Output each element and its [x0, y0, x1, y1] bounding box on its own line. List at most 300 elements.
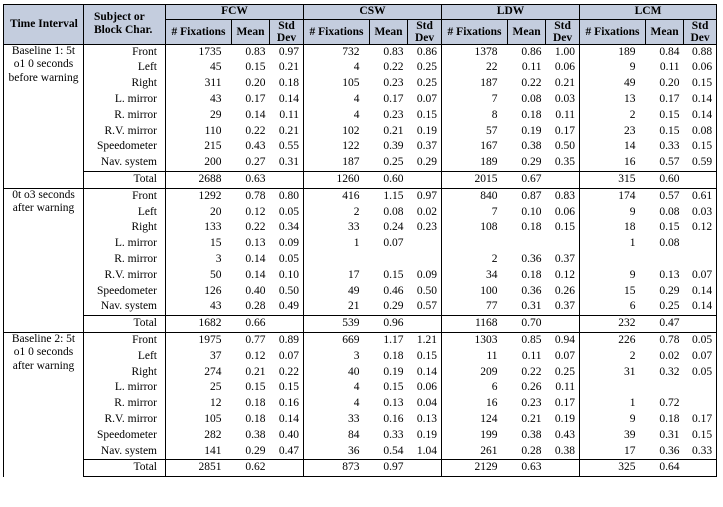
mean-cell: 0.18: [245, 397, 266, 410]
table-row: [4, 380, 717, 396]
fixation-count-cell: 226: [580, 332, 646, 348]
fixation-count-cell: 174: [580, 188, 646, 204]
mean-cell: 0.27: [245, 156, 266, 169]
row-label: Nav. system: [84, 299, 166, 315]
std-dev-cell: 0.07: [684, 349, 717, 365]
mean-cell: 0.36: [521, 253, 542, 265]
std-dev-cell: 0.25: [408, 60, 442, 76]
row-label: R.V. mirror: [84, 268, 166, 284]
row-label: Total: [84, 316, 166, 333]
header-group-fcw: FCW: [166, 5, 304, 20]
mean-cell: 1.15: [370, 188, 408, 204]
table-row: [4, 428, 717, 444]
mean-cell: 0.31: [659, 428, 680, 441]
mean-cell: [508, 236, 546, 252]
fixation-count-cell: 13: [624, 93, 636, 106]
std-dev-cell: 0.97: [408, 188, 442, 204]
mean-cell: 0.13: [659, 268, 680, 281]
mean-cell: 0.29: [659, 284, 680, 297]
fixation-count-cell: 199: [480, 428, 498, 441]
fixation-count-cell: 9: [629, 268, 636, 281]
row-label: Front: [84, 44, 166, 60]
row-label: Right: [84, 364, 166, 380]
fixation-table-container: [3, 4, 716, 477]
std-dev-cell: 0.07: [546, 349, 580, 365]
fixation-count-cell: [580, 252, 646, 268]
fixation-count-cell: 50: [210, 268, 222, 281]
fixation-count-cell: 2: [353, 205, 360, 218]
mean-cell: 0.86: [508, 44, 546, 60]
row-label: Speedometer: [84, 139, 166, 155]
std-dev-cell: 0.03: [546, 92, 580, 108]
fixation-count-cell: 36: [348, 444, 360, 457]
fixation-count-cell: 669: [304, 332, 370, 348]
mean-cell: 0.17: [383, 93, 404, 106]
mean-cell: 0.77: [232, 332, 270, 348]
std-dev-cell: 0.14: [684, 92, 717, 108]
mean-cell: 0.11: [521, 349, 542, 362]
std-dev-cell: 0.22: [270, 364, 304, 380]
mean-cell: 0.29: [521, 156, 542, 169]
std-dev-cell: 0.13: [408, 412, 442, 428]
mean-cell: 0.20: [659, 77, 680, 90]
row-label: Left: [84, 349, 166, 365]
std-dev-cell: 0.80: [270, 188, 304, 204]
mean-cell: 0.02: [659, 349, 680, 362]
fixation-count-cell: 11: [486, 349, 498, 362]
std-dev-cell: 0.17: [546, 123, 580, 139]
mean-cell: 0.38: [521, 428, 542, 441]
table-row: [4, 236, 717, 252]
fixation-count-cell: 141: [204, 444, 222, 457]
subheader-std-dev: Std Dev: [408, 19, 442, 44]
std-dev-cell: 0.57: [408, 299, 442, 315]
mean-cell: 0.22: [383, 61, 404, 74]
header-time-interval: Time Interval: [4, 5, 84, 45]
fixation-count-cell: 2688: [166, 171, 232, 188]
table-row: [4, 283, 717, 299]
mean-cell: 0.72: [659, 397, 680, 410]
mean-cell: 0.11: [521, 61, 542, 74]
fixation-count-cell: 31: [624, 365, 636, 378]
std-dev-cell: 0.31: [270, 155, 304, 171]
fixation-count-cell: 16: [624, 156, 636, 169]
mean-cell: 0.18: [521, 221, 542, 234]
std-dev-cell: 0.08: [684, 123, 717, 139]
std-dev-cell: 0.37: [408, 139, 442, 155]
time-interval-label: 0t o3 seconds after warning: [4, 188, 84, 332]
mean-cell: [646, 380, 684, 396]
mean-cell: 0.22: [245, 221, 266, 234]
mean-cell: 0.16: [383, 412, 404, 425]
std-dev-cell: 0.50: [408, 283, 442, 299]
fixation-count-cell: 126: [204, 284, 222, 297]
mean-cell: 0.38: [245, 428, 266, 441]
table-row: [4, 268, 717, 284]
fixation-count-cell: 39: [624, 428, 636, 441]
fixation-count-cell: 15: [210, 237, 222, 250]
fixation-count-cell: 2: [629, 349, 636, 362]
header-group-csw: CSW: [304, 5, 442, 20]
fixation-count-cell: 45: [210, 61, 222, 74]
mean-cell: 0.15: [659, 108, 680, 121]
table-row: [4, 396, 717, 412]
std-dev-cell: 0.40: [270, 428, 304, 444]
table-row: [4, 139, 717, 155]
fixation-count-cell: 16: [486, 397, 498, 410]
std-dev-cell: 0.59: [684, 155, 717, 171]
mean-cell: 0.70: [508, 316, 546, 333]
mean-cell: 0.13: [245, 237, 266, 250]
fixation-count-cell: 1168: [442, 316, 508, 333]
std-dev-cell: 0.88: [684, 44, 717, 60]
fixation-count-cell: 40: [348, 365, 360, 378]
mean-cell: 0.18: [383, 349, 404, 362]
fixation-count-cell: 110: [204, 124, 222, 137]
std-dev-cell: [546, 316, 580, 333]
table-total-row: [4, 460, 717, 477]
mean-cell: 0.39: [383, 140, 404, 153]
std-dev-cell: 0.06: [546, 60, 580, 76]
fixation-table: [3, 4, 717, 477]
row-label: Right: [84, 220, 166, 236]
std-dev-cell: 0.23: [408, 220, 442, 236]
std-dev-cell: [408, 460, 442, 477]
fixation-count-cell: 49: [624, 77, 636, 90]
fixation-count-cell: 14: [624, 140, 636, 153]
mean-cell: 0.54: [383, 444, 404, 457]
std-dev-cell: 0.61: [684, 188, 717, 204]
fixation-count-cell: 200: [204, 156, 222, 169]
fixation-count-cell: 282: [204, 428, 222, 441]
subheader-fixations: # Fixations: [166, 19, 232, 44]
fixation-count-cell: 77: [486, 300, 498, 313]
fixation-count-cell: 25: [210, 381, 222, 394]
std-dev-cell: 0.06: [684, 60, 717, 76]
mean-cell: 1.17: [370, 332, 408, 348]
std-dev-cell: 0.33: [684, 443, 717, 459]
std-dev-cell: 0.17: [684, 412, 717, 428]
row-label: Nav. system: [84, 155, 166, 171]
mean-cell: 0.46: [383, 284, 404, 297]
mean-cell: 0.15: [659, 124, 680, 137]
fixation-count-cell: 4: [353, 108, 360, 121]
std-dev-cell: 0.97: [270, 44, 304, 60]
mean-cell: 0.32: [659, 365, 680, 378]
mean-cell: 0.78: [646, 332, 684, 348]
fixation-count-cell: 15: [624, 284, 636, 297]
std-dev-cell: 0.12: [684, 220, 717, 236]
row-label: Speedometer: [84, 283, 166, 299]
subheader-mean: Mean: [646, 19, 684, 44]
mean-cell: 0.47: [646, 316, 684, 333]
table-row: [4, 364, 717, 380]
fixation-count-cell: 1: [629, 397, 636, 410]
std-dev-cell: 0.09: [408, 268, 442, 284]
mean-cell: 0.62: [232, 460, 270, 477]
std-dev-cell: 0.19: [546, 412, 580, 428]
fixation-count-cell: 9: [629, 205, 636, 218]
table-row: [4, 332, 717, 348]
mean-cell: 0.31: [521, 300, 542, 313]
std-dev-cell: [684, 396, 717, 412]
table-row: [4, 76, 717, 92]
std-dev-cell: 0.21: [546, 76, 580, 92]
std-dev-cell: 0.07: [684, 268, 717, 284]
fixation-count-cell: 37: [210, 349, 222, 362]
table-row: [4, 92, 717, 108]
fixation-count-cell: 1260: [304, 171, 370, 188]
std-dev-cell: 0.09: [270, 236, 304, 252]
fixation-count-cell: 1682: [166, 316, 232, 333]
fixation-count-cell: 9: [629, 61, 636, 74]
fixation-count-cell: 133: [204, 221, 222, 234]
fixation-count-cell: 7: [491, 93, 498, 106]
mean-cell: 0.24: [383, 221, 404, 234]
fixation-count-cell: 539: [304, 316, 370, 333]
fixation-count-cell: 3: [353, 349, 360, 362]
fixation-count-cell: 34: [486, 268, 498, 281]
table-total-row: [4, 171, 717, 188]
fixation-count-cell: 167: [480, 140, 498, 153]
std-dev-cell: 0.19: [408, 123, 442, 139]
row-label: R.V. mirror: [84, 412, 166, 428]
table-body: [4, 44, 717, 477]
std-dev-cell: 0.50: [270, 283, 304, 299]
subheader-fixations: # Fixations: [304, 19, 370, 44]
fixation-count-cell: 1292: [166, 188, 232, 204]
mean-cell: 0.18: [245, 412, 266, 425]
table-row: [4, 60, 717, 76]
table-row: [4, 123, 717, 139]
table-row: [4, 443, 717, 459]
fixation-count-cell: 122: [342, 140, 360, 153]
mean-cell: 0.96: [370, 316, 408, 333]
fixation-count-cell: 4: [353, 93, 360, 106]
std-dev-cell: 0.34: [270, 220, 304, 236]
mean-cell: 0.25: [383, 156, 404, 169]
mean-cell: 0.26: [521, 381, 542, 394]
std-dev-cell: 0.19: [408, 428, 442, 444]
fixation-count-cell: 2129: [442, 460, 508, 477]
mean-cell: 0.84: [646, 44, 684, 60]
mean-cell: 0.43: [245, 140, 266, 153]
row-label: Total: [84, 460, 166, 477]
fixation-count-cell: 209: [480, 365, 498, 378]
fixation-count-cell: 215: [204, 140, 222, 153]
std-dev-cell: 0.29: [408, 155, 442, 171]
fixation-count-cell: 189: [580, 44, 646, 60]
std-dev-cell: 0.49: [270, 299, 304, 315]
fixation-count-cell: 232: [580, 316, 646, 333]
std-dev-cell: 0.37: [546, 299, 580, 315]
std-dev-cell: 0.89: [270, 332, 304, 348]
fixation-count-cell: 4: [353, 381, 360, 394]
fixation-count-cell: 1378: [442, 44, 508, 60]
fixation-count-cell: 3: [215, 253, 222, 265]
mean-cell: 0.18: [521, 268, 542, 281]
mean-cell: 0.23: [383, 108, 404, 121]
mean-cell: 0.33: [659, 140, 680, 153]
mean-cell: 0.63: [508, 460, 546, 477]
table-row: [4, 252, 717, 268]
fixation-count-cell: 4: [353, 61, 360, 74]
std-dev-cell: 0.06: [408, 380, 442, 396]
std-dev-cell: 0.03: [684, 204, 717, 220]
fixation-count-cell: 105: [204, 412, 222, 425]
std-dev-cell: 0.07: [408, 92, 442, 108]
mean-cell: 0.57: [646, 188, 684, 204]
mean-cell: 0.21: [521, 412, 542, 425]
table-row: [4, 299, 717, 315]
row-label: L. mirror: [84, 380, 166, 396]
mean-cell: 0.15: [659, 221, 680, 234]
std-dev-cell: 0.38: [546, 443, 580, 459]
std-dev-cell: 0.07: [270, 349, 304, 365]
time-interval-label: Baseline 2: 5t o1 0 seconds after warning: [4, 332, 84, 476]
header-group-ldw: LDW: [442, 5, 580, 20]
mean-cell: 0.17: [659, 93, 680, 106]
fixation-count-cell: 43: [210, 93, 222, 106]
mean-cell: 0.87: [508, 188, 546, 204]
row-label: Left: [84, 60, 166, 76]
std-dev-cell: [270, 460, 304, 477]
subheader-fixations: # Fixations: [442, 19, 508, 44]
std-dev-cell: [546, 171, 580, 188]
std-dev-cell: 0.02: [408, 204, 442, 220]
fixation-count-cell: 33: [348, 221, 360, 234]
std-dev-cell: 0.25: [546, 364, 580, 380]
mean-cell: 0.15: [383, 381, 404, 394]
mean-cell: 0.63: [232, 171, 270, 188]
fixation-count-cell: 8: [491, 108, 498, 121]
mean-cell: 0.83: [232, 44, 270, 60]
std-dev-cell: 0.43: [546, 428, 580, 444]
fixation-count-cell: 274: [204, 365, 222, 378]
std-dev-cell: 0.14: [270, 412, 304, 428]
fixation-count-cell: 732: [304, 44, 370, 60]
std-dev-cell: [408, 316, 442, 333]
std-dev-cell: 0.35: [546, 155, 580, 171]
fixation-count-cell: 2015: [442, 171, 508, 188]
std-dev-cell: 0.11: [546, 380, 580, 396]
std-dev-cell: 0.10: [270, 268, 304, 284]
mean-cell: 0.78: [232, 188, 270, 204]
subheader-std-dev: Std Dev: [684, 19, 717, 44]
fixation-count-cell: [580, 380, 646, 396]
fixation-count-cell: 57: [486, 124, 498, 137]
mean-cell: [646, 252, 684, 268]
fixation-count-cell: 7: [491, 205, 498, 218]
std-dev-cell: 0.15: [546, 220, 580, 236]
mean-cell: 0.36: [659, 444, 680, 457]
fixation-count-cell: 49: [348, 284, 360, 297]
mean-cell: 0.21: [383, 124, 404, 137]
std-dev-cell: 0.26: [546, 283, 580, 299]
table-total-row: [4, 316, 717, 333]
time-interval-label: Baseline 1: 5t o1 0 seconds before warning: [4, 44, 84, 188]
mean-cell: 0.18: [521, 108, 542, 121]
mean-cell: 0.19: [521, 124, 542, 137]
std-dev-cell: 0.05: [684, 332, 717, 348]
row-label: Speedometer: [84, 428, 166, 444]
std-dev-cell: 0.04: [408, 396, 442, 412]
mean-cell: 0.67: [508, 171, 546, 188]
table-row: [4, 204, 717, 220]
header-subject: Subject or Block Char.: [84, 5, 166, 45]
fixation-count-cell: 416: [304, 188, 370, 204]
fixation-count-cell: 873: [304, 460, 370, 477]
row-label: Right: [84, 76, 166, 92]
mean-cell: 0.25: [659, 300, 680, 313]
std-dev-cell: 0.05: [270, 252, 304, 268]
mean-cell: 0.11: [659, 61, 680, 74]
mean-cell: 0.29: [383, 300, 404, 313]
mean-cell: 0.14: [245, 108, 266, 121]
mean-cell: 0.08: [383, 205, 404, 218]
mean-cell: 0.08: [659, 205, 680, 218]
row-label: L. mirror: [84, 92, 166, 108]
fixation-count-cell: 12: [210, 397, 222, 410]
fixation-count-cell: 6: [629, 300, 636, 313]
mean-cell: 0.08: [659, 237, 680, 250]
std-dev-cell: 0.18: [270, 76, 304, 92]
fixation-count-cell: [304, 252, 370, 268]
std-dev-cell: 0.21: [270, 60, 304, 76]
mean-cell: 0.10: [521, 205, 542, 218]
mean-cell: 0.36: [521, 284, 542, 297]
mean-cell: 0.60: [370, 171, 408, 188]
std-dev-cell: 0.25: [408, 76, 442, 92]
fixation-count-cell: 4: [353, 397, 360, 410]
std-dev-cell: 0.11: [546, 108, 580, 124]
table-row: [4, 349, 717, 365]
std-dev-cell: [408, 236, 442, 252]
fixation-count-cell: 21: [348, 300, 360, 313]
fixation-count-cell: 2851: [166, 460, 232, 477]
mean-cell: 0.12: [245, 205, 266, 218]
mean-cell: 0.20: [245, 77, 266, 90]
row-label: Front: [84, 332, 166, 348]
mean-cell: 0.08: [521, 93, 542, 106]
std-dev-cell: 0.55: [270, 139, 304, 155]
std-dev-cell: 0.15: [408, 108, 442, 124]
mean-cell: 0.22: [245, 124, 266, 137]
fixation-count-cell: 124: [480, 412, 498, 425]
fixation-count-cell: 102: [342, 124, 360, 137]
row-label: Total: [84, 171, 166, 188]
std-dev-cell: [270, 171, 304, 188]
mean-cell: [370, 252, 408, 268]
std-dev-cell: 1.04: [408, 443, 442, 459]
mean-cell: 0.17: [245, 93, 266, 106]
fixation-count-cell: 1303: [442, 332, 508, 348]
std-dev-cell: 0.14: [684, 299, 717, 315]
mean-cell: 0.18: [659, 412, 680, 425]
fixation-count-cell: 261: [480, 444, 498, 457]
mean-cell: 0.40: [245, 284, 266, 297]
fixation-count-cell: [442, 236, 508, 252]
std-dev-cell: [408, 252, 442, 268]
fixation-count-cell: 108: [480, 221, 498, 234]
fixation-count-cell: 105: [342, 77, 360, 90]
mean-cell: 0.21: [245, 365, 266, 378]
mean-cell: 0.64: [646, 460, 684, 477]
mean-cell: 0.66: [232, 316, 270, 333]
fixation-count-cell: 29: [210, 108, 222, 121]
header-group-lcm: LCM: [580, 5, 717, 20]
mean-cell: 0.38: [521, 140, 542, 153]
